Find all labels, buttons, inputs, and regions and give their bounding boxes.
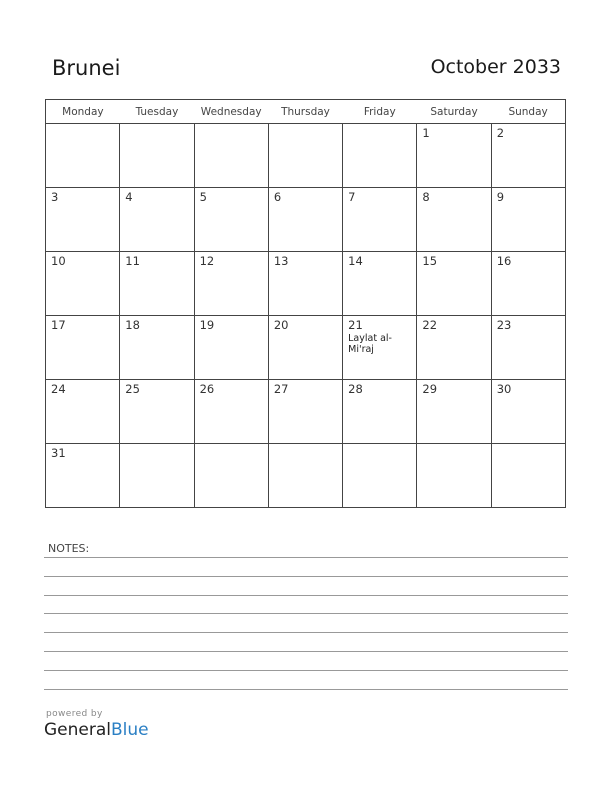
day-number: 24 [51,382,66,396]
calendar-day-cell [46,444,120,508]
day-number: 8 [422,190,430,204]
calendar-day-cell [343,252,417,316]
calendar-day-cell [491,252,565,316]
day-number: 1 [422,126,430,140]
day-number: 20 [273,318,289,332]
calendar-day-cell [46,124,120,188]
day-number: 19 [199,318,215,332]
day-number: 9 [496,190,505,204]
calendar-day-cell [120,252,194,316]
notes-label: NOTES: [48,542,90,555]
calendar-day-cell [46,316,120,380]
day-number: 18 [125,318,140,332]
weekday-header: Wednesday [194,100,268,124]
brand-blue: Blue [111,720,149,740]
calendar-day-cell [120,124,194,188]
day-number: 17 [51,318,66,332]
holiday-label: Laylat al-Mi'raj [348,333,392,355]
calendar-day-cell [268,124,342,188]
day-number: 21 [348,318,363,332]
day-number: 11 [125,254,140,268]
calendar-day-cell [120,316,194,380]
calendar-day-cell [491,188,565,252]
day-number: 22 [422,318,438,332]
calendar-day-cell [417,188,491,252]
day-number: 6 [273,190,282,204]
calendar-day-cell [268,188,342,252]
day-number: 4 [125,190,133,204]
weekday-header: Saturday [417,100,491,124]
brand-logo[interactable] [44,720,149,740]
calendar-day-cell [343,380,417,444]
calendar-day-cell [343,188,417,252]
calendar-day-cell [194,252,268,316]
calendar-day-cell [417,124,491,188]
note-line [44,557,568,558]
calendar-day-cell [491,316,565,380]
calendar-week-row [46,124,566,188]
calendar-day-cell [343,124,417,188]
calendar-day-cell [417,380,491,444]
day-number: 31 [51,446,66,460]
calendar-week-row [46,316,566,380]
day-number: 15 [422,254,438,268]
calendar-day-cell [194,124,268,188]
calendar-day-cell [194,444,268,508]
day-number: 3 [51,190,59,204]
calendar-day-cell [268,380,342,444]
weekday-header: Friday [343,100,417,124]
weekday-header: Thursday [268,100,342,124]
calendar-week-row [46,188,566,252]
calendar-day-cell [120,188,194,252]
day-number: 28 [348,382,363,396]
note-line [44,689,568,690]
day-number: 27 [273,382,289,396]
note-line [44,595,568,596]
day-number: 16 [496,254,512,268]
calendar-day-cell [194,188,268,252]
day-number: 13 [273,254,289,268]
calendar-day-cell [120,380,194,444]
powered-by-text: powered by [46,709,103,719]
calendar-week-row [46,252,566,316]
calendar-day-cell [491,380,565,444]
calendar-day-cell [268,316,342,380]
note-line [44,670,568,671]
calendar-day-cell [194,316,268,380]
note-line [44,576,568,577]
day-number: 23 [496,318,512,332]
day-number: 29 [422,382,438,396]
weekday-header: Monday [46,100,120,124]
country-title: Brunei [52,56,121,80]
calendar-day-cell [343,444,417,508]
calendar-day-cell [46,380,120,444]
calendar-day-cell [268,252,342,316]
calendar-grid [45,99,566,508]
day-number: 14 [348,254,363,268]
calendar-day-cell [417,316,491,380]
calendar-day-cell [46,188,120,252]
day-number: 26 [199,382,215,396]
day-number: 25 [125,382,140,396]
day-number: 30 [496,382,512,396]
calendar-week-row [46,444,566,508]
day-number: 7 [348,190,356,204]
calendar-day-cell [120,444,194,508]
calendar-day-cell [194,380,268,444]
weekday-header: Tuesday [120,100,194,124]
calendar-day-cell [491,444,565,508]
calendar-day-cell [46,252,120,316]
calendar-day-cell [343,316,417,380]
calendar-day-cell [268,444,342,508]
note-line [44,651,568,652]
calendar-day-cell [417,444,491,508]
note-line [44,632,568,633]
calendar-week-row [46,380,566,444]
day-number: 10 [51,254,66,268]
brand-general: General [44,720,111,740]
calendar-day-cell [491,124,565,188]
day-number: 12 [199,254,215,268]
month-year-title: October 2033 [430,56,561,78]
weekday-header-row [46,100,566,124]
weekday-header: Sunday [491,100,565,124]
day-number: 2 [496,126,505,140]
note-line [44,613,568,614]
day-number: 5 [199,190,207,204]
calendar-day-cell [417,252,491,316]
